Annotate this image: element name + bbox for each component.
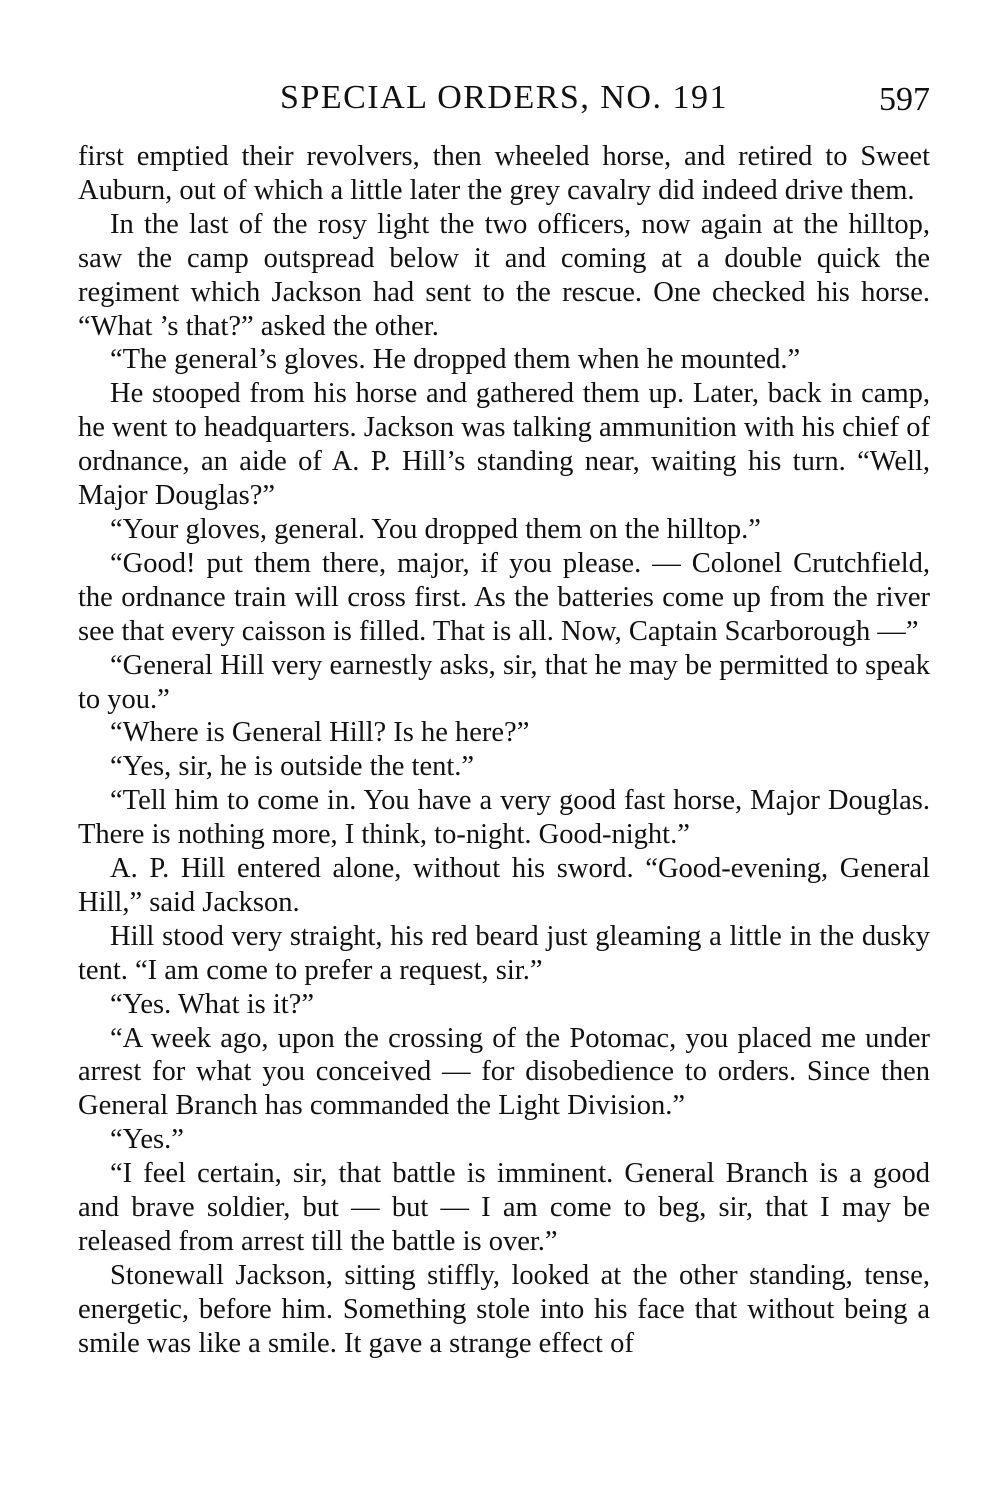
paragraph: “The general’s gloves. He dropped them when he mounted.” (110, 344, 801, 376)
paragraph: In the last of the rosy light the two officers, now again at the hilltop, saw the camp outspread below it and coming at a double quick the regiment which Jackson had sent to the rescue. One checked his horse. “What ’s that?” asked the other. (78, 208, 930, 342)
paragraph: first emptied their revolvers, then wheeled horse, and retired to Sweet Auburn, out of which a little later the grey cavalry did indeed drive them. (78, 141, 930, 206)
page-number: 597 (879, 81, 930, 118)
paragraph: “Yes. What is it?” (110, 988, 314, 1020)
paragraph: “Your gloves, general. You dropped them on the hilltop.” (110, 513, 761, 545)
book-page (78, 78, 930, 1361)
paragraph: “General Hill very earnestly asks, sir, that he may be permitted to speak to you.” (78, 649, 930, 715)
paragraph: “Yes, sir, he is outside the tent.” (110, 751, 475, 783)
running-title: SPECIAL ORDERS, NO. 191 (280, 79, 728, 116)
paragraph: “Where is General Hill? Is he here?” (110, 717, 530, 749)
paragraph: “Yes.” (110, 1124, 184, 1156)
paragraph: He stooped from his horse and gathered them up. Later, back in camp, he went to headquarters. Jackson was talking ammunition with his chief of ordnance, an aide of A. P. Hill’s standing near, waiting his turn. “Well, Major Douglas?” (78, 378, 930, 512)
paragraph: Hill stood very straight, his red beard just gleaming a little in the dusky tent. “I am come to prefer a request, sir.” (78, 920, 930, 986)
paragraph: “I feel certain, sir, that battle is imminent. General Branch is a good and brave soldier, but — but — I am come to beg, sir, that I may be released from arrest till the battle is over.” (78, 1158, 930, 1257)
paragraph: A. P. Hill entered alone, without his sword. “Good-evening, General Hill,” said Jackson. (78, 853, 930, 918)
paragraph: “A week ago, upon the crossing of the Potomac, you placed me under arrest for what you conceived — for disobedience to orders. Since then General Branch has commanded the Light Division.” (78, 1022, 930, 1122)
paragraph: “Good! put them there, major, if you please. — Colonel Crutchfield, the ordnance train will cross first. As the batteries come up from the river see that every caisson is filled. That is all. Now, Captain Scarborough —” (78, 547, 930, 647)
page-header (78, 78, 930, 126)
paragraph: Stonewall Jackson, sitting stiffly, looked at the other standing, tense, energetic, before him. Something stole into his face that without being a smile was like a smile. It gave a strange effect of (78, 1259, 930, 1359)
paragraph: “Tell him to come in. You have a very good fast horse, Major Douglas. There is nothing more, I think, to-night. Good-night.” (78, 785, 930, 851)
body-text (78, 140, 930, 1361)
